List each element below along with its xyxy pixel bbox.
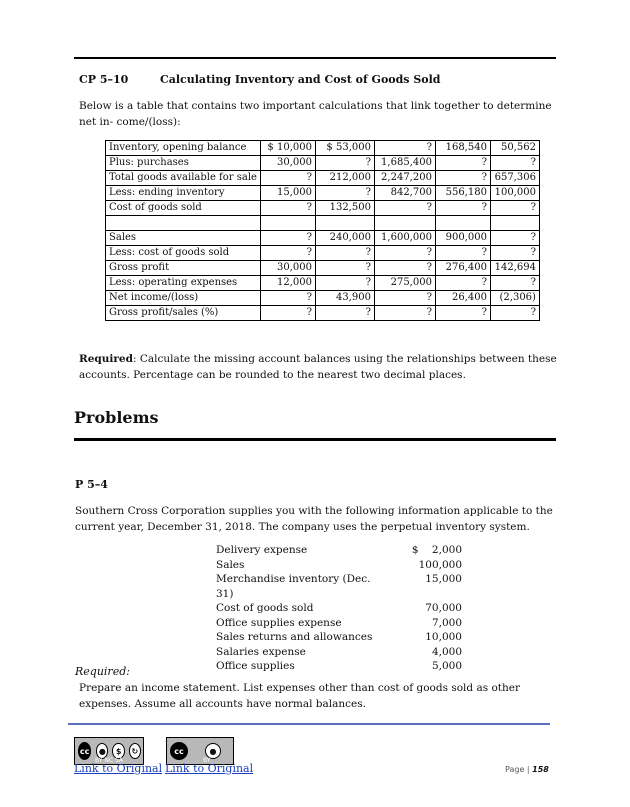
p54-required-text	[79, 680, 559, 712]
row-label: Less: cost of goods sold	[106, 246, 261, 261]
empty-cell	[260, 216, 315, 231]
row-label: Cost of goods sold	[106, 201, 261, 216]
row-value: 900,000	[435, 231, 490, 246]
cp-intro-line2: net in- come/(loss):	[79, 116, 181, 128]
row-label: Total goods available for sale	[106, 171, 261, 186]
row-value: 26,400	[435, 291, 490, 306]
account-value: 5,000	[431, 660, 462, 672]
p54-intro-line2: current year, December 31, 2018. The company uses the perpetual inventory system.	[75, 521, 530, 533]
empty-cell	[435, 216, 490, 231]
row-value: ?	[374, 201, 435, 216]
row-value: ?	[435, 306, 490, 321]
cp-number: CP 5–10	[79, 73, 129, 86]
row-value: ?	[490, 156, 539, 171]
row-value: ?	[374, 141, 435, 156]
row-value: ?	[315, 306, 374, 321]
account-value: 7,000	[431, 616, 462, 629]
empty-cell	[315, 216, 374, 231]
account-label: Cost of goods sold	[216, 602, 314, 614]
row-value: 43,900	[315, 291, 374, 306]
row-value: ?	[260, 291, 315, 306]
account-value: 100,000	[418, 558, 462, 571]
table-row	[106, 201, 540, 216]
row-value: ?	[374, 291, 435, 306]
account-value: $ 2,000	[411, 544, 462, 556]
row-value: ?	[490, 201, 539, 216]
row-value: 275,000	[374, 276, 435, 291]
table-gap-row	[106, 216, 540, 231]
table-row	[106, 276, 540, 291]
row-label: Gross profit/sales (%)	[106, 306, 261, 321]
account-label: Sales	[216, 558, 245, 571]
table-row	[106, 261, 540, 276]
row-value: 15,000	[260, 186, 315, 201]
row-label: Less: ending inventory	[106, 186, 261, 201]
table-row	[106, 291, 540, 306]
sa-icon: ↻	[129, 743, 141, 759]
row-value: 30,000	[260, 261, 315, 276]
required-label: Required	[79, 353, 133, 365]
row-value: 2,247,200	[374, 171, 435, 186]
p54-intro	[75, 503, 555, 535]
row-label: Sales	[106, 231, 261, 246]
footer-rule	[68, 723, 550, 725]
link-to-original-2[interactable]: Link to Original	[165, 762, 254, 775]
account-value: 15,000	[425, 573, 462, 585]
row-value: ?	[435, 156, 490, 171]
row-value: 842,700	[374, 186, 435, 201]
row-value: ?	[490, 306, 539, 321]
row-value: 50,562	[490, 141, 539, 156]
account-value: 10,000	[425, 631, 462, 643]
row-label: Inventory, opening balance	[106, 141, 261, 156]
row-value: ?	[435, 171, 490, 186]
cc-icon: cc	[78, 742, 91, 760]
row-value: 556,180	[435, 186, 490, 201]
page-label: Page |	[505, 765, 530, 774]
row-value: 1,685,400	[374, 156, 435, 171]
account-label: Salaries expense	[216, 645, 306, 658]
p54-intro-line1: Southern Cross Corporation supplies you with the following information applicable to the	[75, 505, 553, 517]
row-value: 100,000	[490, 186, 539, 201]
account-row	[216, 572, 462, 601]
cp-intro	[79, 98, 559, 130]
row-label: Less: operating expenses	[106, 276, 261, 291]
account-label: Merchandise inventory (Dec. 31)	[216, 573, 371, 600]
table-row	[106, 171, 540, 186]
required-line1: : Calculate the missing account balances using the relationships between these	[132, 353, 557, 365]
empty-cell	[490, 216, 539, 231]
row-value: 142,694	[490, 261, 539, 276]
table-row	[106, 246, 540, 261]
account-value: 70,000	[425, 602, 462, 614]
calculation-table	[105, 140, 540, 321]
page-number-value: 158	[532, 765, 549, 774]
top-rule	[74, 57, 556, 59]
cp-required	[79, 351, 559, 383]
row-value: 240,000	[315, 231, 374, 246]
row-value: ?	[435, 276, 490, 291]
row-value: 12,000	[260, 276, 315, 291]
row-value: 657,306	[490, 171, 539, 186]
row-value: ?	[260, 201, 315, 216]
cp-intro-line1: Below is a table that contains two important calculations that link together to determine	[79, 100, 552, 112]
badge1-caption: BY NC SA	[95, 757, 123, 764]
row-value: (2,306)	[490, 291, 539, 306]
problems-rule	[74, 438, 556, 441]
account-label: Office supplies expense	[216, 616, 342, 629]
row-value: ?	[315, 186, 374, 201]
empty-cell	[374, 216, 435, 231]
row-value: ?	[260, 171, 315, 186]
table-row	[106, 156, 540, 171]
cc-by-badge[interactable]	[166, 737, 234, 765]
account-label: Delivery expense	[216, 544, 308, 556]
by-icon-2: ●	[205, 743, 221, 759]
row-value: ?	[490, 246, 539, 261]
table-row	[106, 306, 540, 321]
badge2-caption: BY	[203, 757, 211, 764]
row-value: ?	[260, 231, 315, 246]
row-value: ?	[490, 231, 539, 246]
account-row	[216, 645, 462, 660]
row-value: ?	[315, 156, 374, 171]
account-row	[216, 659, 462, 674]
p54-required-label: Required:	[75, 665, 130, 678]
row-value: ?	[490, 276, 539, 291]
account-row	[216, 616, 462, 631]
row-value: ?	[315, 261, 374, 276]
row-value: ?	[435, 246, 490, 261]
account-row	[216, 630, 462, 645]
row-value: ?	[260, 306, 315, 321]
required-line2: accounts. Percentage can be rounded to the nearest two decimal places.	[79, 369, 466, 381]
account-label: Office supplies	[216, 660, 295, 672]
row-value: $ 53,000	[315, 141, 374, 156]
row-value: ?	[374, 261, 435, 276]
cc-icon-2: cc	[170, 742, 188, 760]
nc-icon: $	[112, 743, 124, 759]
p54-required-line2: expenses. Assume all accounts have normal balances.	[79, 698, 366, 710]
account-value: 4,000	[431, 645, 462, 658]
row-value: ?	[315, 276, 374, 291]
row-value: 168,540	[435, 141, 490, 156]
account-list	[216, 543, 462, 674]
row-value: 212,000	[315, 171, 374, 186]
cp-title: Calculating Inventory and Cost of Goods Sold	[160, 73, 441, 86]
table-row	[106, 186, 540, 201]
account-row	[216, 558, 462, 573]
account-label: Sales returns and allowances	[216, 631, 373, 643]
link-to-original-1[interactable]: Link to Original	[74, 762, 163, 775]
row-value: 30,000	[260, 156, 315, 171]
table-row	[106, 231, 540, 246]
row-value: 1,600,000	[374, 231, 435, 246]
empty-cell	[106, 216, 261, 231]
row-label: Gross profit	[106, 261, 261, 276]
row-value: ?	[374, 306, 435, 321]
row-value: ?	[260, 246, 315, 261]
page-number	[505, 765, 549, 774]
row-value: ?	[435, 201, 490, 216]
account-row	[216, 543, 462, 558]
by-icon: ●	[96, 743, 108, 759]
row-value: ?	[374, 246, 435, 261]
row-value: 276,400	[435, 261, 490, 276]
row-value: ?	[315, 246, 374, 261]
row-label: Plus: purchases	[106, 156, 261, 171]
table-row	[106, 141, 540, 156]
row-label: Net income/(loss)	[106, 291, 261, 306]
problems-heading: Problems	[74, 408, 159, 427]
p54-number: P 5–4	[75, 478, 108, 491]
account-row	[216, 601, 462, 616]
row-value: 132,500	[315, 201, 374, 216]
p54-required-line1: Prepare an income statement. List expenses other than cost of goods sold as other	[79, 682, 520, 694]
row-value: $ 10,000	[260, 141, 315, 156]
